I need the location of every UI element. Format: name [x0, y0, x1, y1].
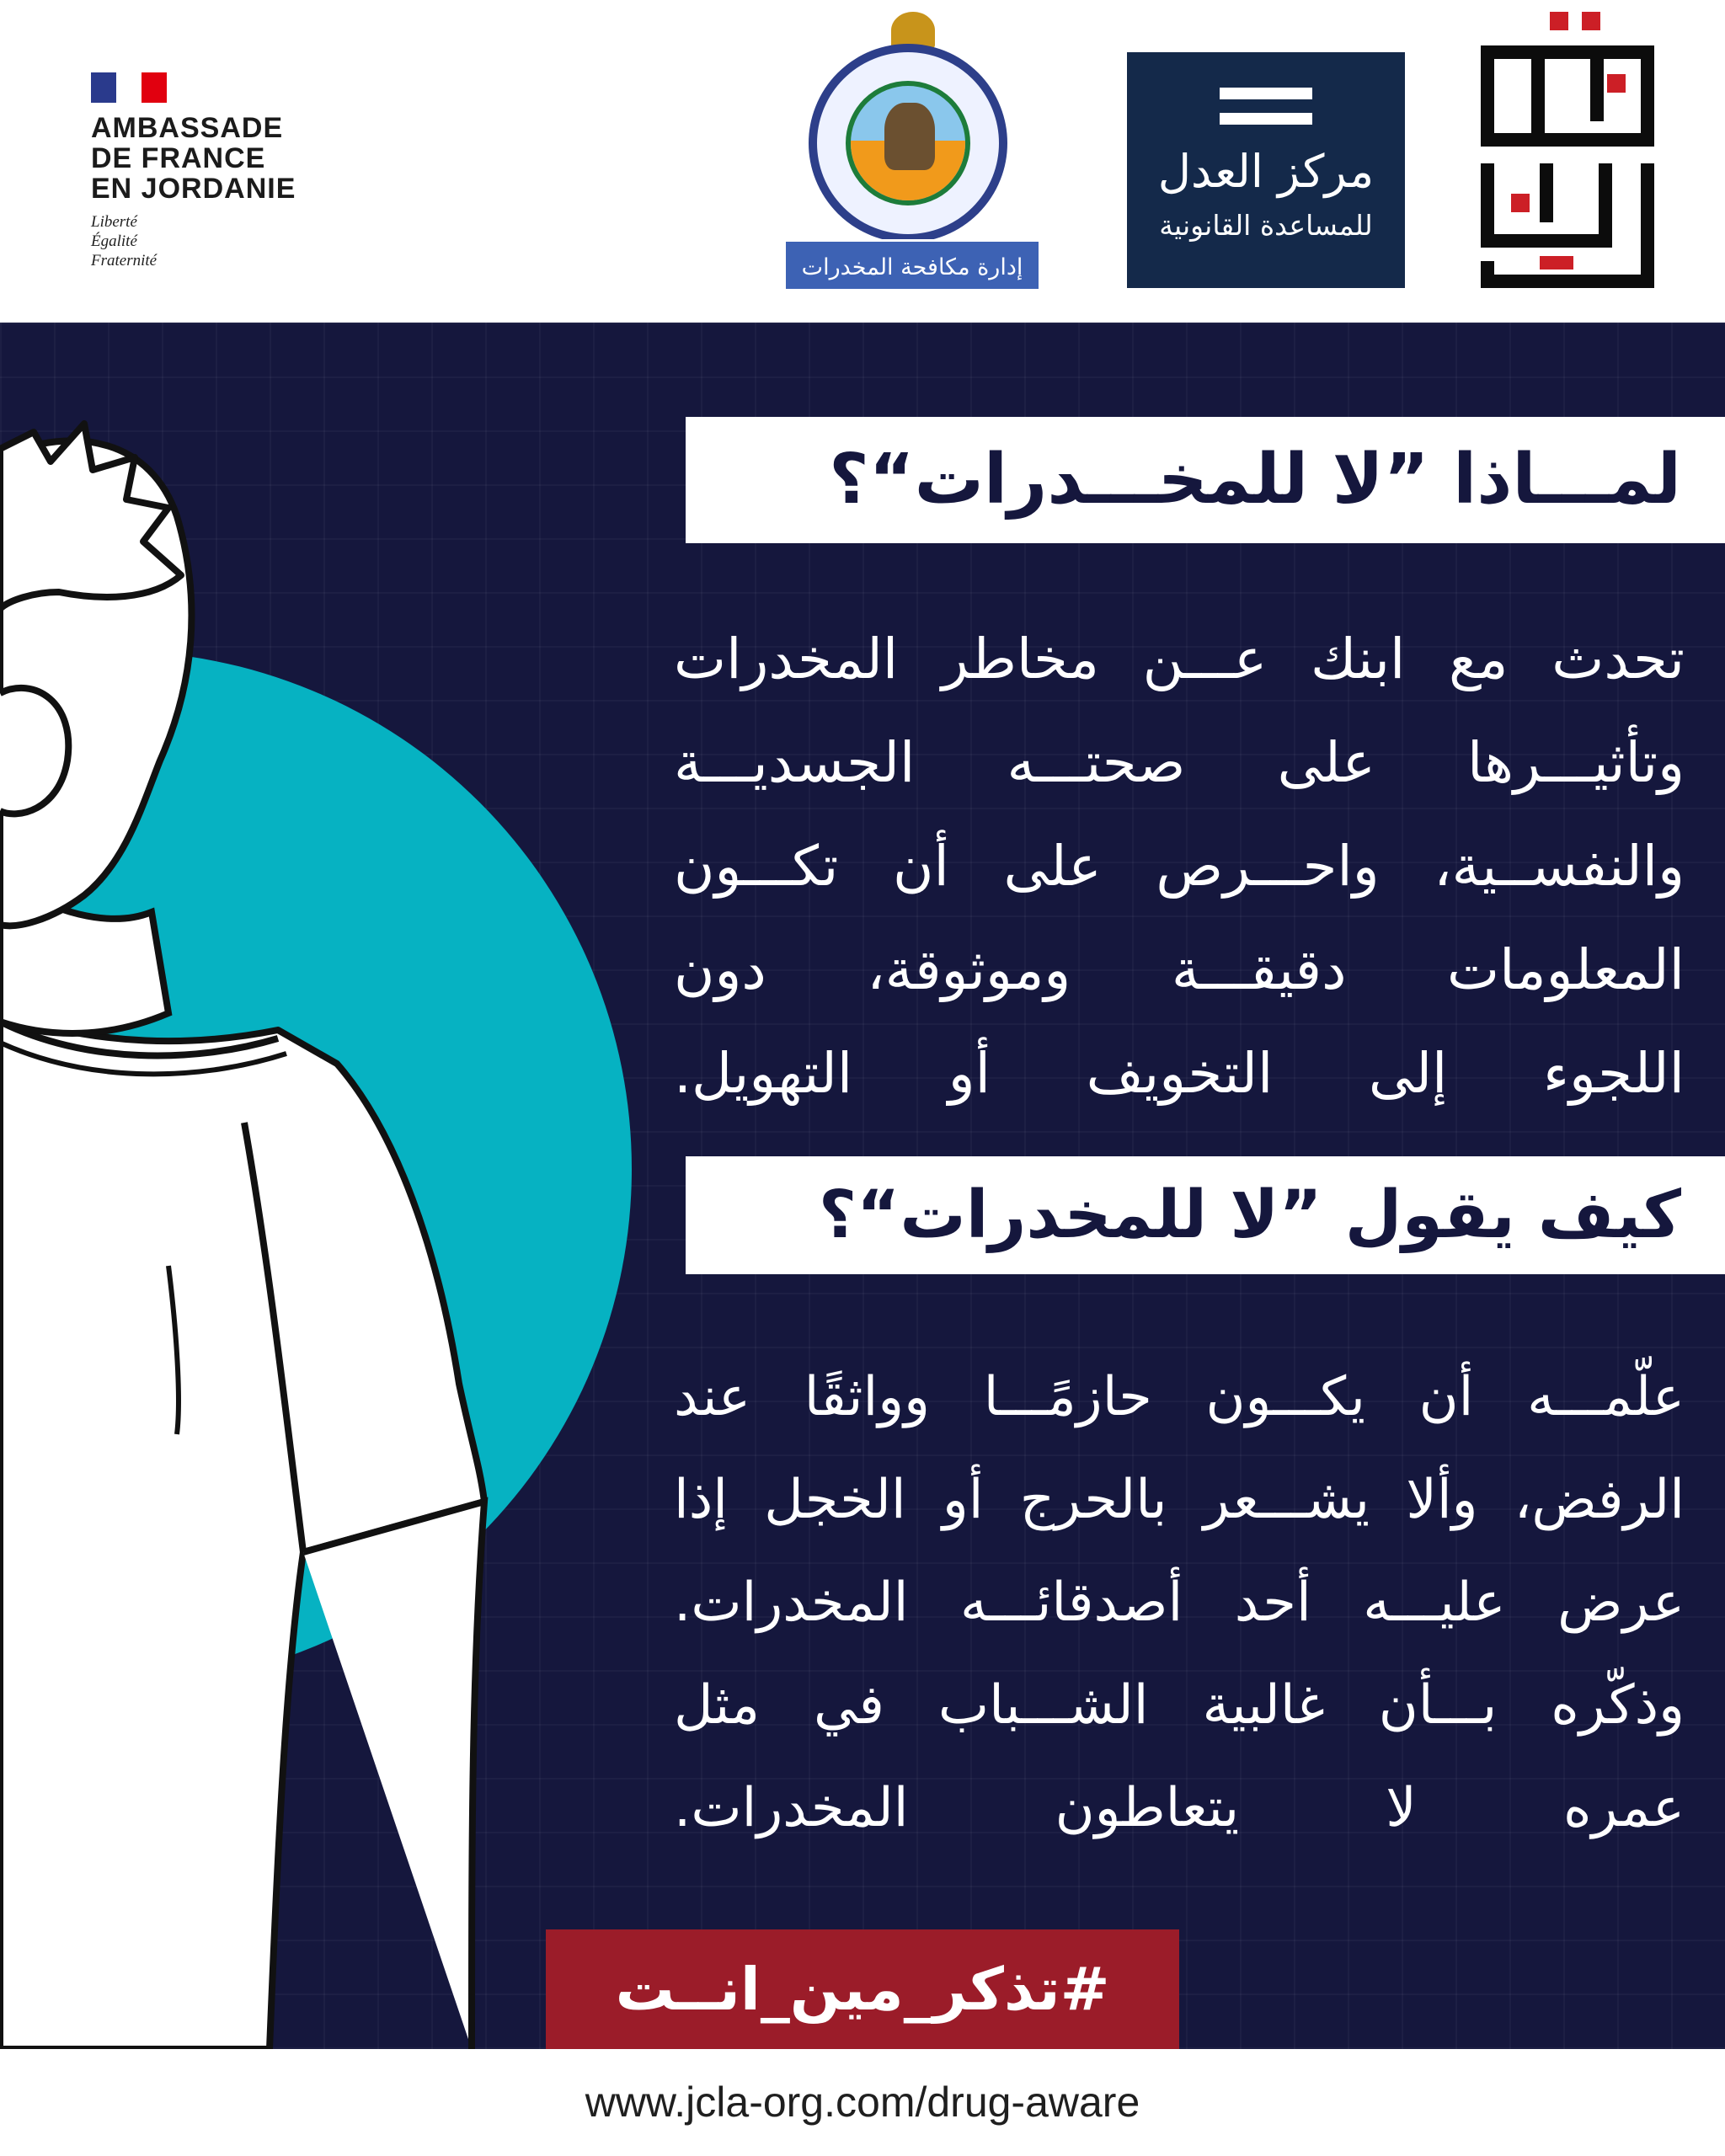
motto-line: Égalité — [91, 232, 137, 250]
jcla-logo — [1127, 52, 1405, 288]
section-heading-why: لمـــاذا ”لا للمخـــدرات“؟ — [686, 417, 1725, 543]
motto-line: Liberté — [91, 213, 137, 231]
anti-narcotics-label: إدارة مكافحة المخدرات — [783, 239, 1041, 291]
paragraph-line: وذكّره بـــأن غالبية الشـــباب في مثل — [674, 1674, 1685, 1737]
website-link[interactable]: www.jcla-org.com/drug-aware — [585, 2079, 1140, 2126]
paragraph-line: والنفســية، واحـــرص على أن تكـــون — [674, 834, 1685, 899]
paragraph-line: الرفض، وألا يشـــعر بالحرج أو الخجل إذا — [674, 1469, 1685, 1531]
section-paragraph-why — [674, 607, 1685, 1125]
paragraph-line: المعلومات دقيقـــة وموثوقة، دون — [674, 937, 1685, 1002]
boy-illustration — [0, 323, 606, 2049]
paragraph-line: عرض عليـــه أحد أصدقائـــه المخدرات. — [674, 1572, 1685, 1634]
jcla-name: مركز العدل — [1157, 145, 1375, 198]
embassy-name-line: EN JORDANIE — [91, 173, 296, 205]
equals-icon — [1220, 88, 1312, 138]
french-flag-icon — [91, 72, 167, 103]
paragraph-line: وتأثيـــرها على صحتـــه الجسديـــة — [674, 730, 1685, 795]
section-paragraph-how — [674, 1346, 1685, 1860]
jcla-subtitle: للمساعدة القانونية — [1159, 209, 1373, 242]
falcon-icon — [884, 103, 935, 170]
embassy-name-line: AMBASSADE — [91, 112, 284, 144]
main-panel — [0, 323, 1725, 2049]
campaign-logo — [1481, 12, 1654, 288]
footer — [0, 2049, 1725, 2156]
motto-line: Fraternité — [91, 252, 158, 270]
paragraph-line: اللجوء إلى التخويف أو التهويل. — [674, 1041, 1685, 1106]
paragraph-line: علّمـــه أن يكـــون حازمًـــا وواثقًا عند — [674, 1366, 1685, 1428]
embassy-motto — [91, 212, 344, 270]
embassy-name — [91, 113, 344, 204]
header — [0, 0, 1725, 323]
anti-narcotics-seal-icon — [809, 44, 1007, 243]
paragraph-line: عمره لا يتعاطون المخدرات. — [674, 1777, 1685, 1839]
embassy-name-line: DE FRANCE — [91, 142, 266, 174]
section-heading-how: كيف يقول ”لا للمخدرات“؟ — [686, 1156, 1725, 1274]
paragraph-line: تحدث مع ابنك عـــن مخاطر المخدرات — [674, 627, 1685, 691]
anti-narcotics-logo — [783, 12, 1044, 290]
embassy-logo — [91, 72, 344, 270]
hashtag-badge: #تذكر_مين_انــت — [546, 1929, 1179, 2049]
